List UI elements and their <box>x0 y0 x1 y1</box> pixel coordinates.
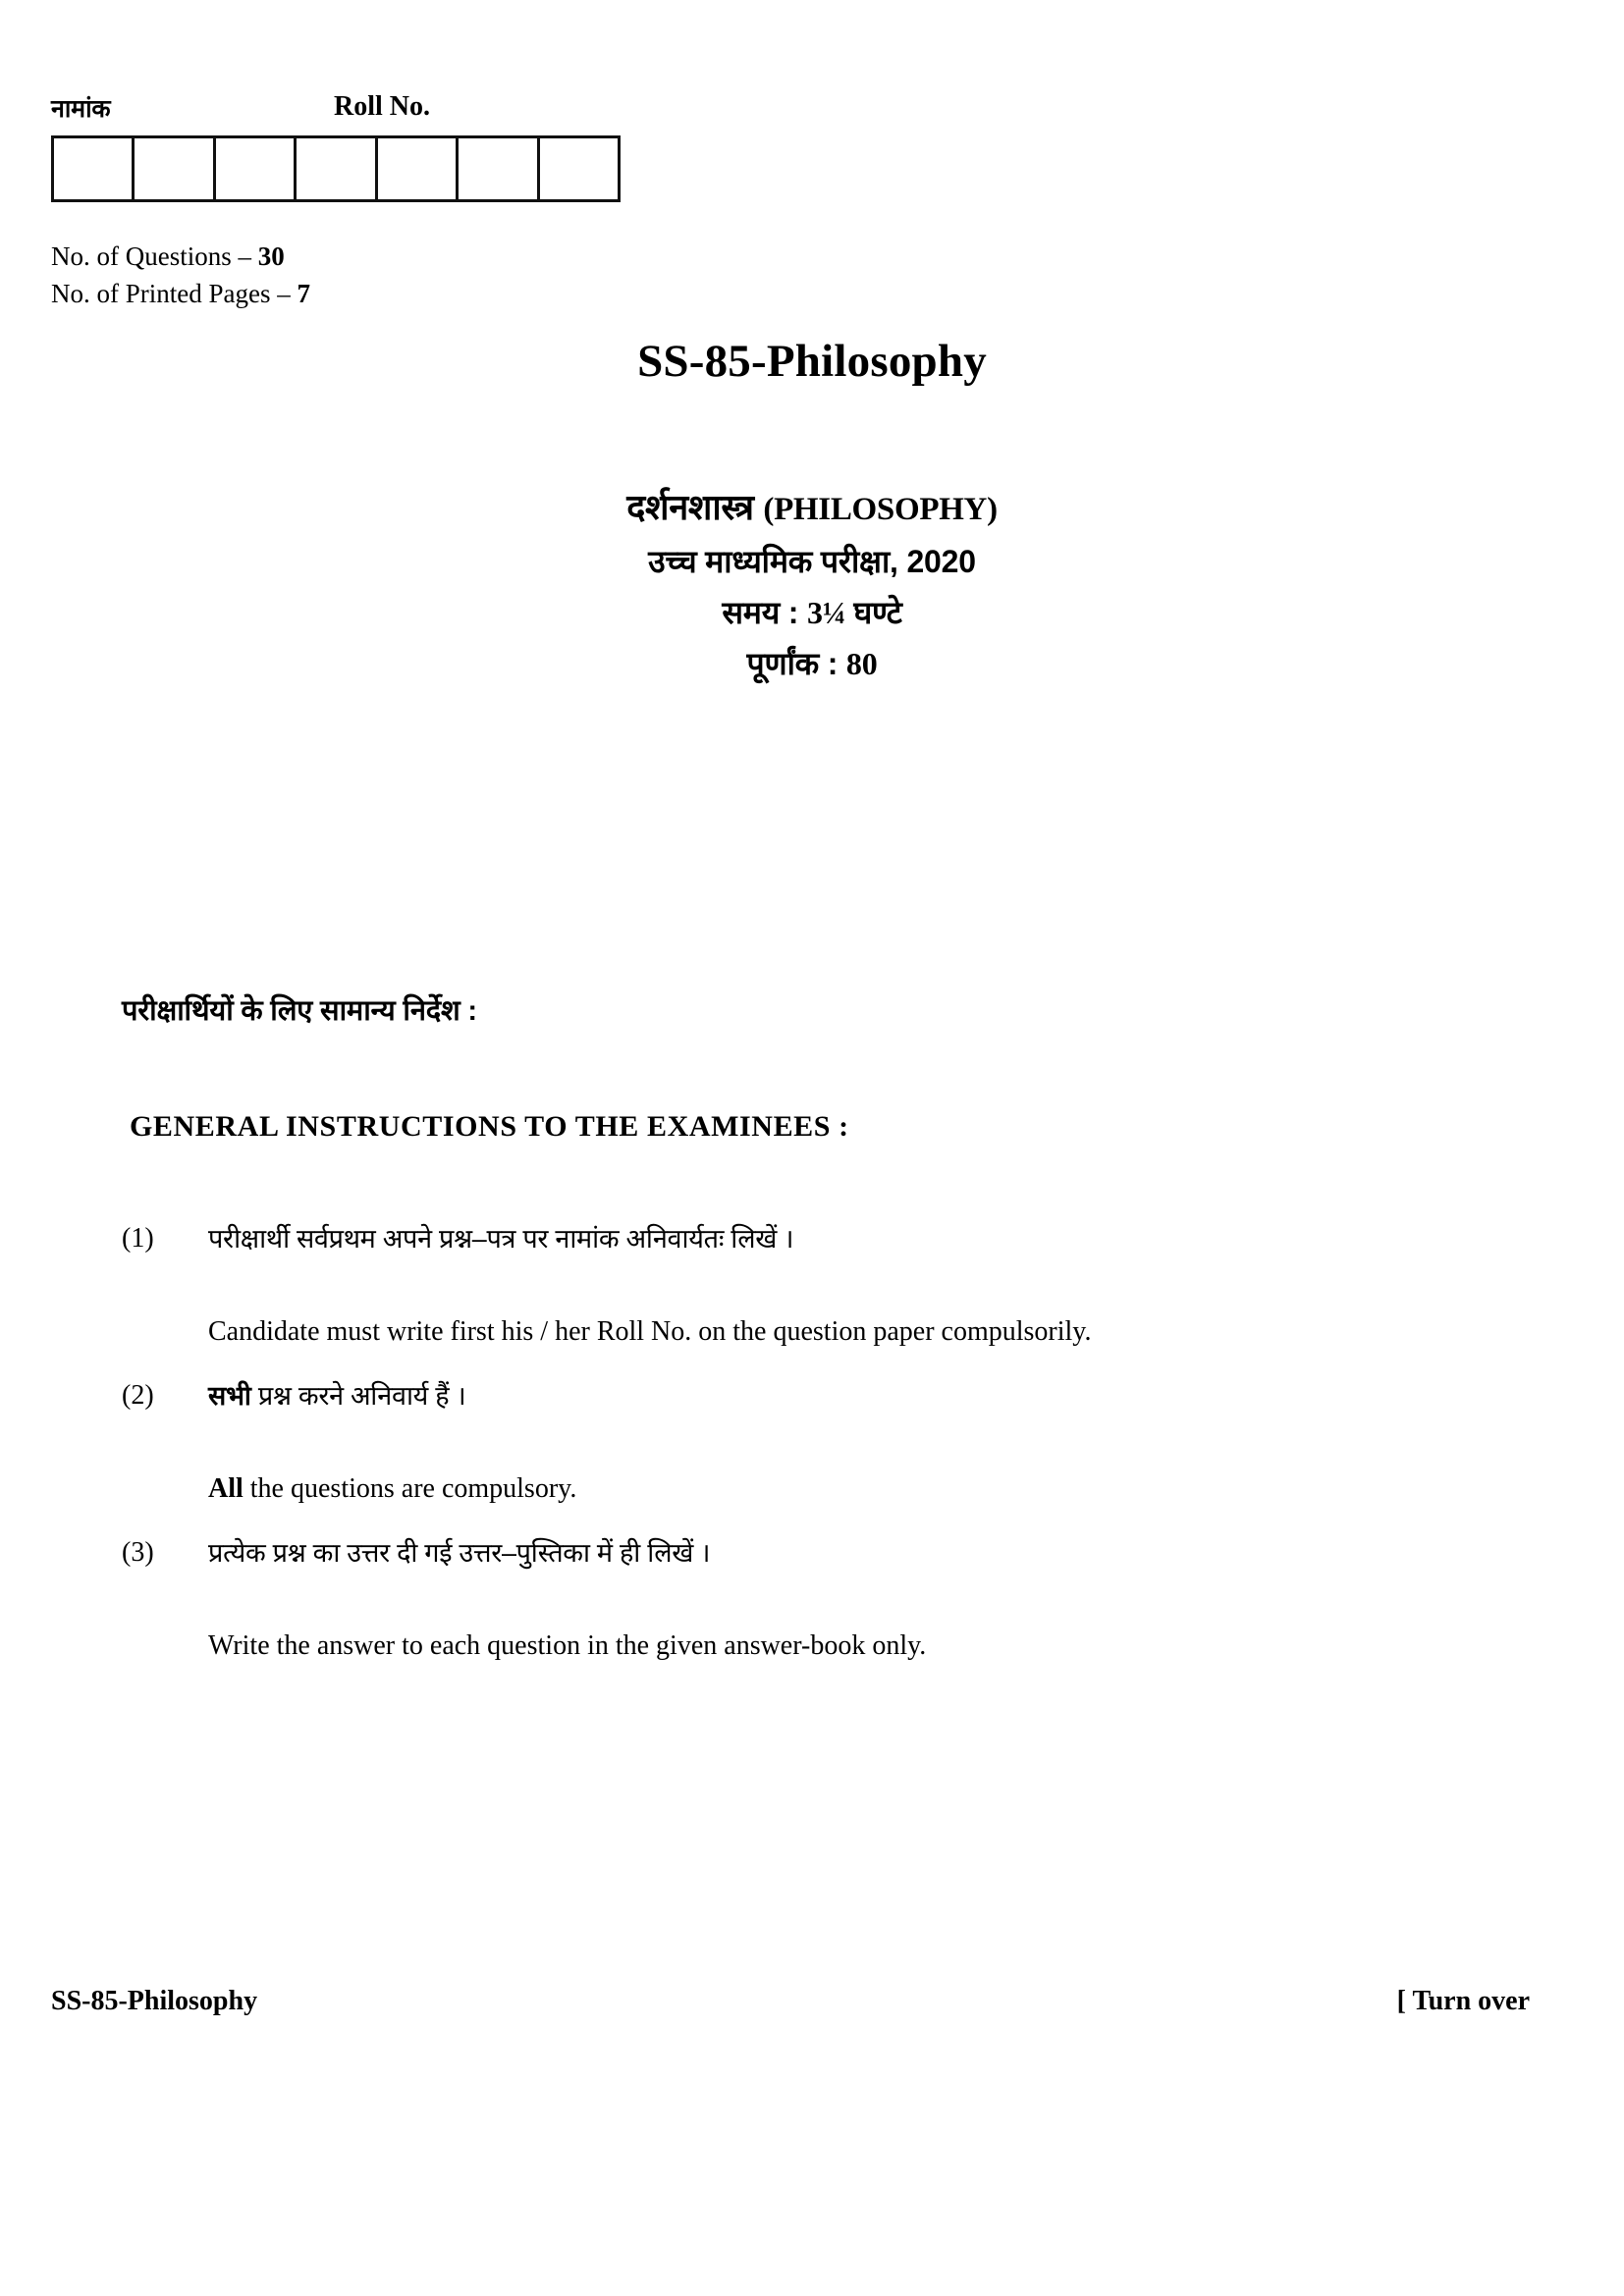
page-footer <box>51 1985 1530 2018</box>
instruction-text-hindi <box>208 1217 1477 1260</box>
footer-paper-code: SS-85-Philosophy <box>51 1986 258 2016</box>
paper-code-title: SS-85-Philosophy <box>637 336 987 387</box>
instruction-english-rest: Write the answer to each question in the given answer-book only. <box>208 1630 927 1661</box>
exam-name-line: उच्च माध्यमिक परीक्षा, 2020 <box>648 544 976 579</box>
roll-number-block <box>51 91 679 202</box>
instruction-number: (3) <box>122 1537 154 1568</box>
roll-number-labels <box>51 91 679 135</box>
no-of-printed-pages-line <box>51 275 310 312</box>
no-of-printed-pages-label: No. of Printed Pages – <box>51 279 298 308</box>
instructions-list <box>122 1217 1477 1688</box>
instructions-heading-hindi: परीक्षार्थियों के लिए सामान्य निर्देश : <box>122 995 477 1027</box>
instruction-hindi-rest: परीक्षार्थी सर्वप्रथम अपने प्रश्न–पत्र पर नामांक अनिवार्यतः लिखें । <box>208 1224 794 1254</box>
subject-english: (PHILOSOPHY) <box>763 492 998 527</box>
roll-number-grid[interactable] <box>51 135 621 202</box>
roll-number-cell[interactable] <box>540 138 621 199</box>
instruction-text-english <box>208 1626 1477 1667</box>
exam-title-block <box>0 481 1624 689</box>
paper-meta-counts <box>51 238 310 312</box>
max-marks-line <box>0 638 1624 689</box>
time-value: 3¼ घण्टे <box>806 595 902 630</box>
instruction-english-rest: the questions are compulsory. <box>243 1473 577 1504</box>
instruction-item <box>122 1374 1477 1510</box>
instruction-item <box>122 1217 1477 1353</box>
roll-number-cell[interactable] <box>135 138 215 199</box>
max-marks-value: 80 <box>845 646 878 681</box>
footer-turn-over: [ Turn over <box>1396 1986 1530 2016</box>
no-of-printed-pages-value: 7 <box>297 279 310 308</box>
roll-number-cell[interactable] <box>216 138 297 199</box>
instruction-hindi-rest: प्रश्न करने अनिवार्य हैं । <box>250 1381 466 1411</box>
instruction-hindi-bold: सभी <box>208 1381 251 1411</box>
instruction-item <box>122 1531 1477 1667</box>
instruction-english-rest: Candidate must write first his / her Roll No. on the question paper compulsorily. <box>208 1316 1092 1347</box>
instruction-number: (1) <box>122 1223 154 1254</box>
no-of-questions-label: No. of Questions – <box>51 241 258 271</box>
instruction-hindi-rest: प्रत्येक प्रश्न का उत्तर दी गई उत्तर–पुस्तिका में ही लिखें । <box>208 1538 711 1568</box>
instruction-text-hindi <box>208 1531 1477 1575</box>
instructions-heading-english: GENERAL INSTRUCTIONS TO THE EXAMINEES : <box>130 1110 849 1143</box>
instruction-text-hindi <box>208 1374 1477 1417</box>
subject-line <box>0 481 1624 536</box>
no-of-questions-value: 30 <box>257 241 285 271</box>
max-marks-label: पूर्णांक : <box>746 646 846 681</box>
instruction-text-english <box>208 1311 1477 1353</box>
roll-number-cell[interactable] <box>297 138 377 199</box>
no-of-questions-line <box>51 238 310 275</box>
exam-time-line <box>0 587 1624 638</box>
roll-number-cell[interactable] <box>54 138 135 199</box>
subject-hindi: दर्शनशास्त्र <box>626 487 764 527</box>
namank-label: नामांक <box>51 95 111 123</box>
instruction-text-english <box>208 1468 1477 1510</box>
roll-number-cell[interactable] <box>459 138 539 199</box>
instruction-number: (2) <box>122 1380 154 1411</box>
time-label: समय : <box>722 595 807 630</box>
roll-no-label: Roll No. <box>334 91 430 122</box>
instruction-english-bold: All <box>208 1473 244 1504</box>
roll-number-cell[interactable] <box>378 138 459 199</box>
